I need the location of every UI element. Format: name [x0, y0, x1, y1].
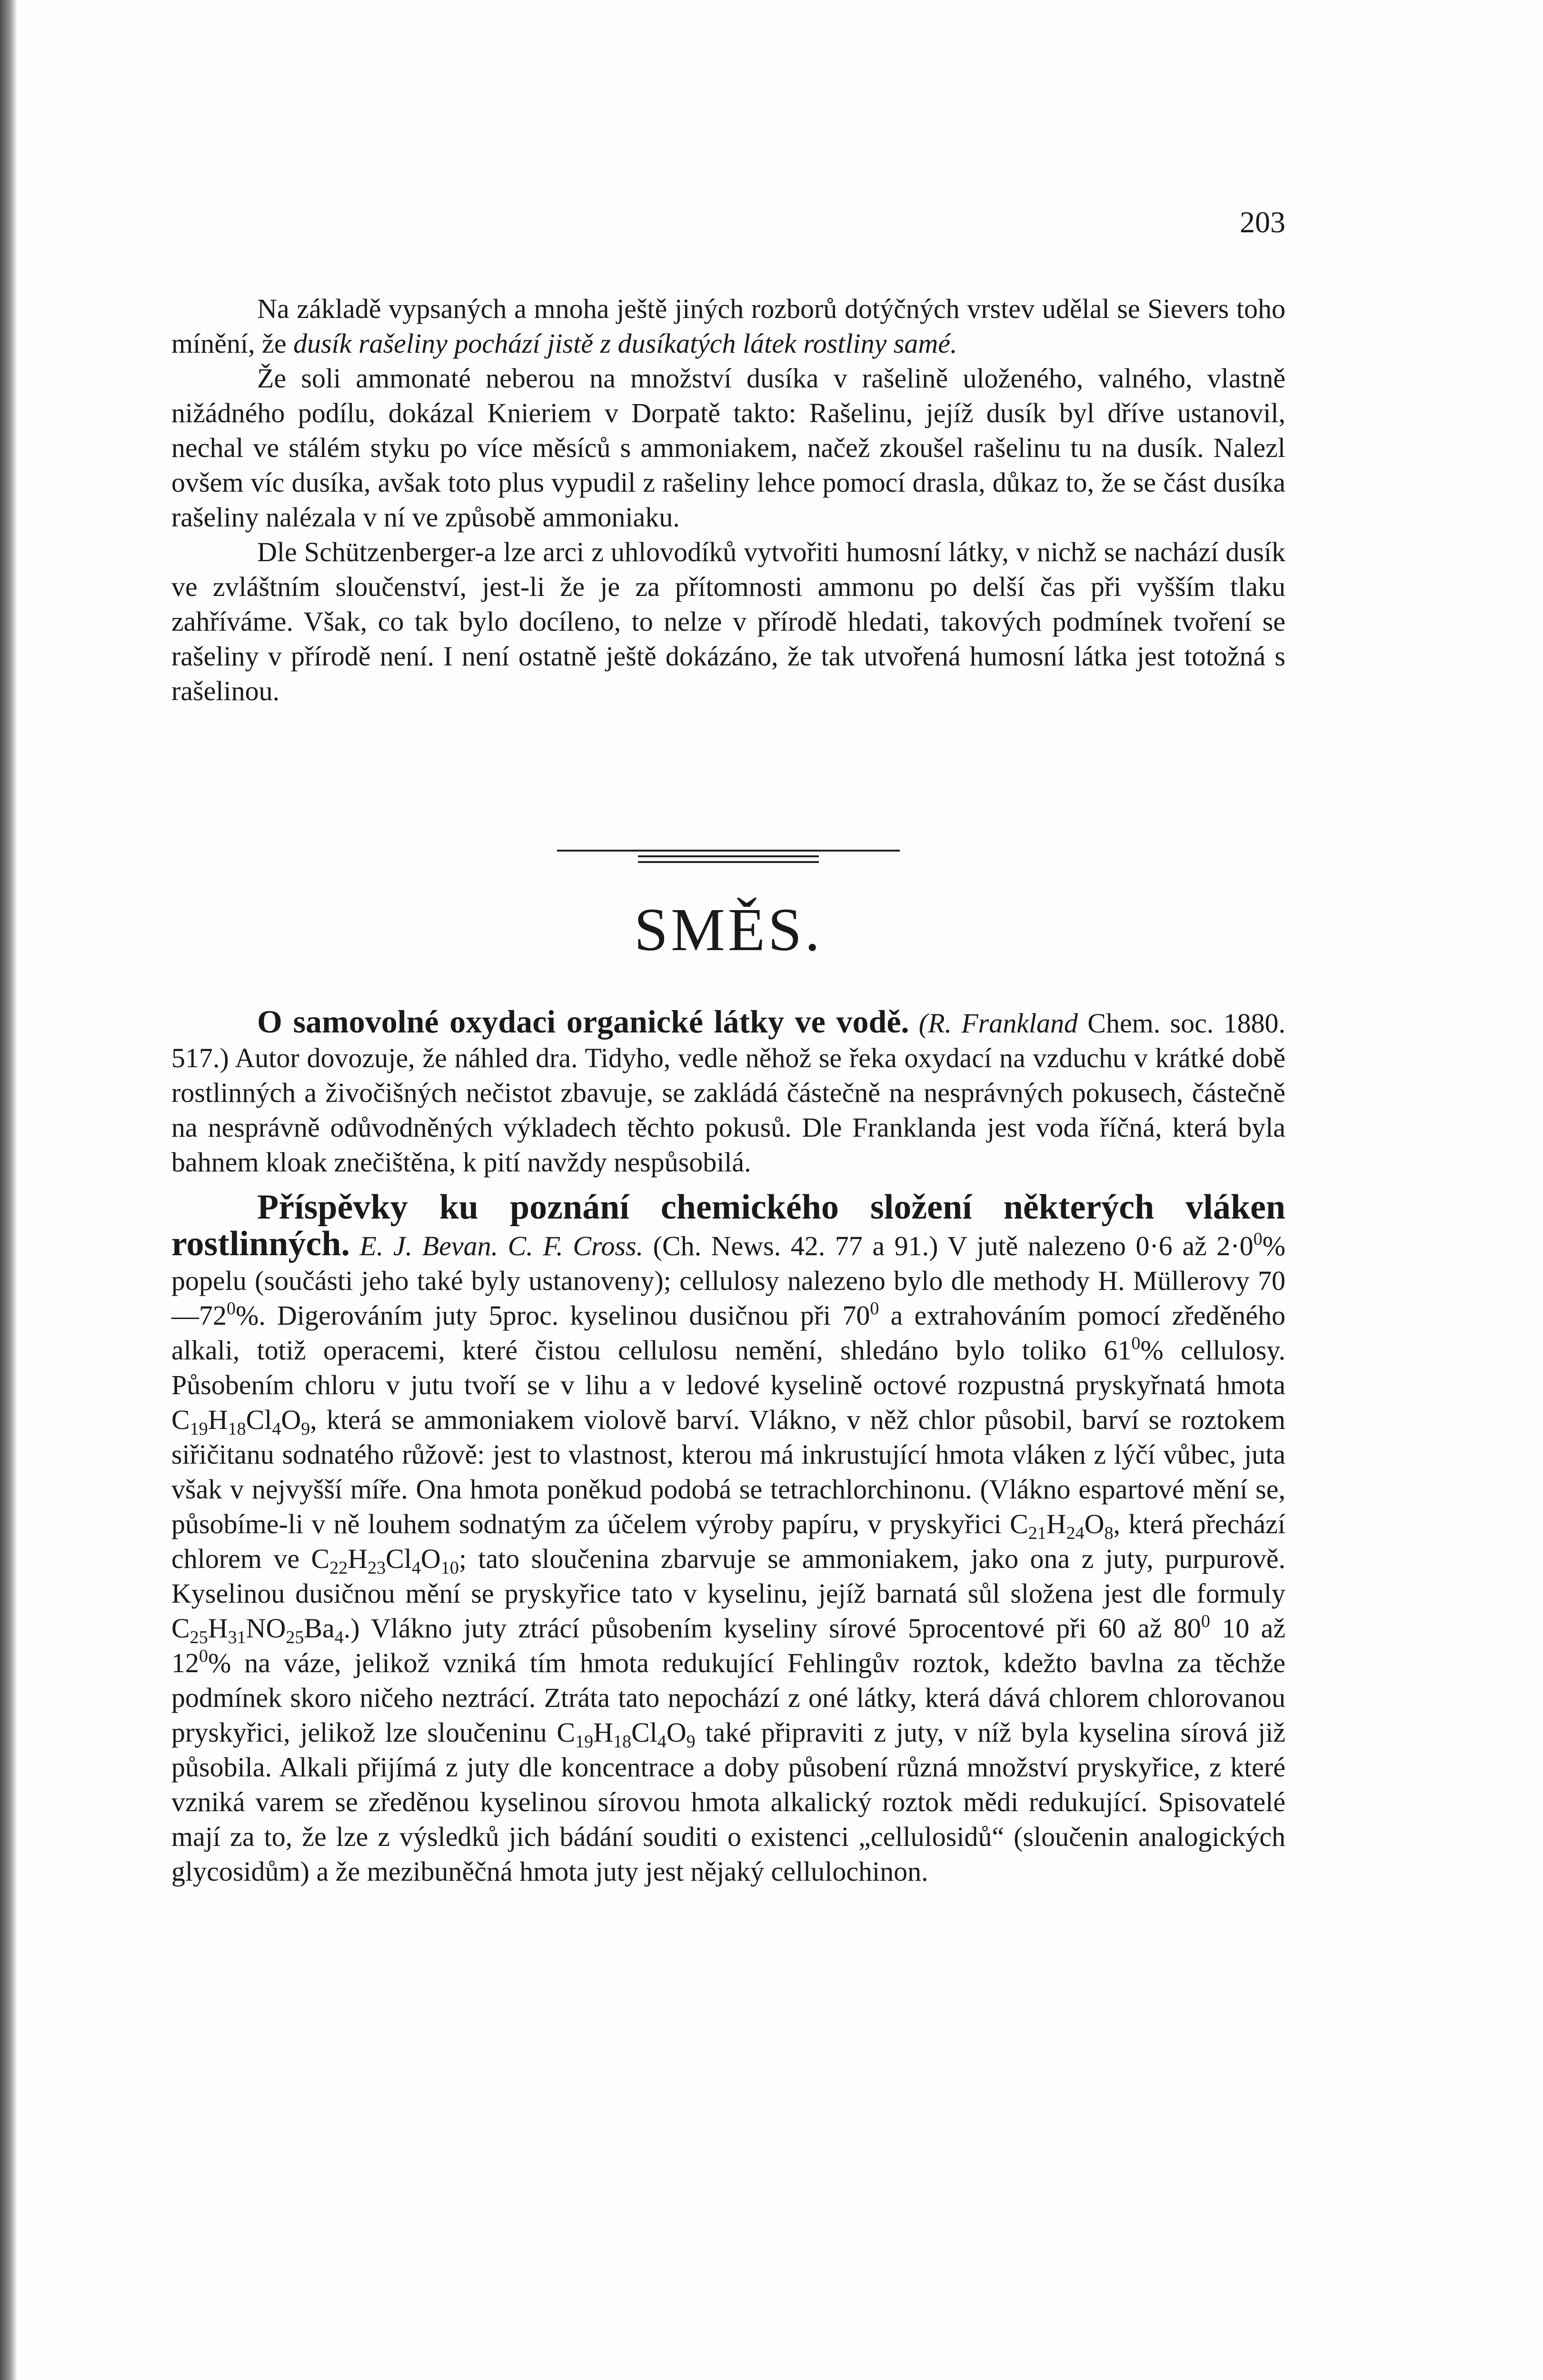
intro-text-block [171, 291, 1285, 708]
intro-paragraph-2: Že soli ammonaté neberou na množství dusíka v rašelině uloženého, valného, vlastně nižádného podílu, dokázal Knieriem v Dorpatě takto: Rašelinu, jejíž dusík byl dříve ustanovil, nechal ve stálém styku po více měsíců s ammoniakem, načež zkoušel rašelinu tu na dusík. Nalezl ovšem víc dusíka, avšak toto plus vypudil z rašeliny lehce pomocí drasla, důkaz to, že se část dusíka rašeliny nalézala v ní ve způsobě ammoniaku. [171, 363, 1285, 533]
page-number: 203 [1240, 205, 1285, 239]
article-1-author: (R. Frankland [918, 1008, 1078, 1039]
section-divider [557, 850, 900, 866]
article-1-source: Chem. soc. 1880. 517.) [171, 1008, 1285, 1073]
article-1-title: O samovolné oxydaci organické látky ve vodě. [257, 1003, 909, 1040]
article-1 [171, 1004, 1285, 1180]
article-2-title: Příspěvky ku poznání chemického složení některých vláken rostlinných. [171, 1188, 1285, 1263]
article-2-authors: E. J. Bevan. C. F. Cross. [349, 1230, 644, 1261]
articles-text-block [171, 1004, 1285, 1889]
article-2: Příspěvky ku poznání chemického složení některých vláken rostlinných. E. J. Bevan. C. F. Cross. (Ch. News. 42. 77 a 91.) V jutě nalezeno 0·6 až $2\cdot 0^0\%$ popelu (součásti jeho také byly ustanoveny); cellulosy nalezeno bylo dle methody H. Müllerovy $70—72^0\%$. Digerováním juty 5proc. kyselinou dusičnou při $70^0$ a extrahováním pomocí zředěného alkali, totiž operacemi, které čistou cellulosu nemění, shledáno bylo toliko $61^0\%$ cellulosy. Působením chloru v jutu tvoří se v lihu a v ledové kyselině octové rozpustná pryskyřnatá hmota $C_{19}H_{18}Cl_4O_9$, která se ammoniakem violově barví. Vlákno, v něž chlor působil, barví se roztokem siřičitanu sodnatého růžově: jest to vlastnost, kterou má inkrustující hmota vláken z lýčí vůbec, juta však v nejvyšší míře. Ona hmota poněkud podobá se tetrachlorchinonu. (Vlákno espartové mění se, působíme-li v ně louhem sodnatým za účelem výroby papíru, v pryskyřici $C_{21}H_{24}O_8$, která přechází chlorem ve $C_{22}H_{23}Cl_4O_{10}$; tato sloučenina zbarvuje se ammoniakem, jako ona z juty, purpurově. Kyselinou dusičnou mění se pryskyřice tato v kyselinu, jejíž barnatá sůl složena jest dle formuly $C_{25}H_{31}NO_{25}Ba_4$.) Vlákno juty ztrácí působením kyseliny sírové 5procentové při 60 až $80^0$ 10 až $12^0\%$ na váze, jelikož vzniká tím hmota redukující Fehlingův roztok, kdežto bavlna za těchže podmínek skoro ničeho neztrácí. Ztráta tato nepochází z oné látky, která dává chlorem chlorovanou pryskyřici, jelikož lze sloučeninu $C_{19}H_{18}Cl_4O_9$ také připraviti z juty, v níž byla kyselina sírová již působila. Alkali přijímá z juty dle koncentrace a doby působení různá množství pryskyřice, z které vzniká varem se zředěnou kyselinou sírovou hmota alkalický roztok mědi redukující. Spisovatelé mají za to, že lze z výsledků jich bádání souditi o existenci „cellulosidů“ (sloučenin analogických glycosidům) a že mezibuněčná hmota juty jest nějaký cellulochinon. [171, 1188, 1286, 1887]
page-spine-shadow [0, 0, 17, 2380]
intro-paragraph-1: Na základě vypsaných a mnoha ještě jiných rozborů dotýčných vrstev udělal se Sievers toho mínění, že dusík rašeliny pochází jistě z dusíkatých látek rostliny samé. [171, 293, 1285, 359]
intro-italic-conclusion: dusík rašeliny pochází jistě z dusíkatých látek rostliny samé. [293, 328, 957, 359]
article-1-body: Autor dovozuje, že náhled dra. Tidyho, vedle něhož se řeka oxydací na vzduchu v krátké době rostlinných a živočišných nečistot zbavuje, se zakládá částečně na nesprávných pokusech, částečně na nesprávně odůvodněných výkladech těchto pokusů. Dle Franklanda jest voda říčná, která byla bahnem kloak znečištěna, k pití navždy nespůsobilá. [171, 1042, 1285, 1178]
section-heading: SMĚS. [634, 896, 823, 963]
article-2-source: (Ch. News. 42. 77 a 91.) [643, 1230, 938, 1261]
intro-paragraph-3: Dle Schützenberger-a lze arci z uhlovodíků vytvořiti humosní látky, v nichž se nachází dusík ve zvláštním sloučenství, jest-li že je za přítomnosti ammonu po delší čas při vyšším tlaku zahříváme. Však, co tak bylo docíleno, to nelze v přírodě hledati, takových podmínek tvoření se rašeliny v přírodě není. I není ostatně ještě dokázáno, že tak utvořená humosní látka jest totožná s rašelinou. [171, 536, 1285, 706]
